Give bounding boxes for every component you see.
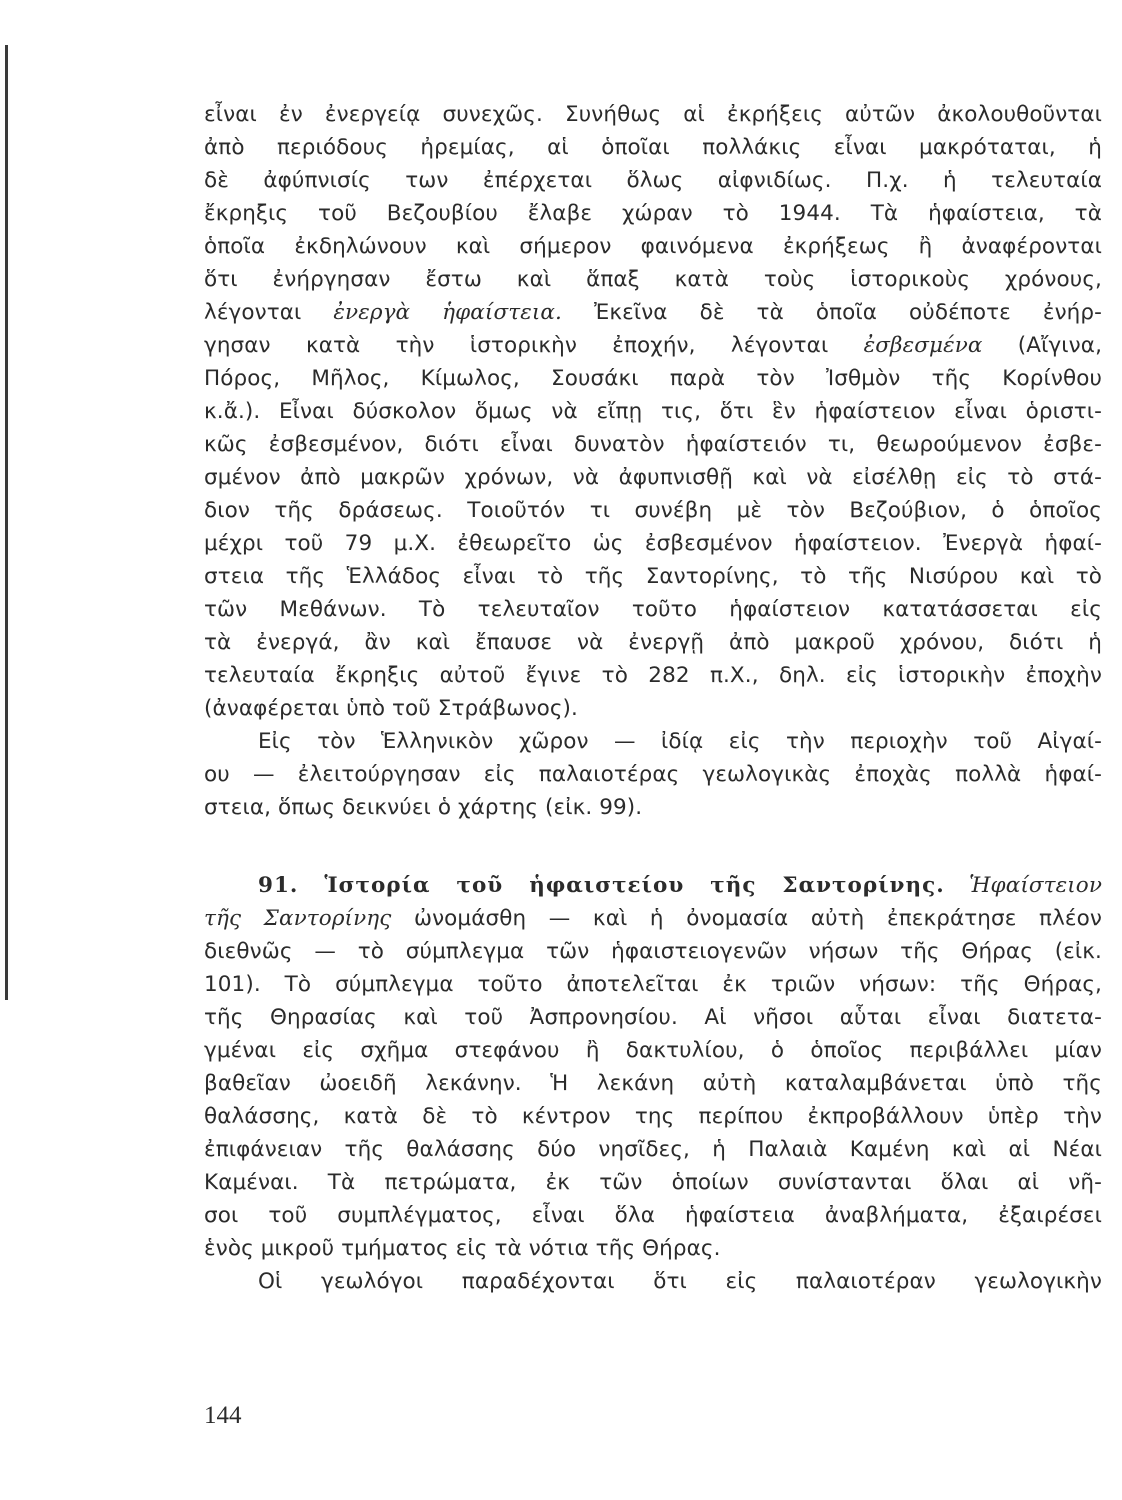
text-line: ὁποῖα ἐκδηλώνουν καὶ σήμερον φαινόμενα ἐκρήξεως ἢ ἀναφέρονται bbox=[204, 234, 1102, 259]
text-line bbox=[204, 869, 1102, 902]
text-line: (ἀναφέρεται ὑπὸ τοῦ Στράβωνος). bbox=[204, 696, 578, 721]
text-line bbox=[204, 902, 1102, 935]
italic-term: Ἡφαίστειον bbox=[969, 873, 1102, 898]
text-line bbox=[204, 296, 1102, 329]
text-line: εἶναι ἐν ἐνεργείᾳ συνεχῶς. Συνήθως αἱ ἐκρήξεις αὐτῶν ἀκολουθοῦνται bbox=[204, 102, 1102, 127]
section-heading: 91. Ἱστορία τοῦ ἡφαιστείου τῆς Σαντορίνης. bbox=[258, 873, 945, 898]
text-line: ἔκρηξις τοῦ Βεζουβίου ἔλαβε χώραν τὸ 1944. Τὰ ἡφαίστεια, τὰ bbox=[204, 201, 1102, 226]
text-run: γησαν κατὰ τὴν ἱστορικὴν ἐποχήν, λέγονται bbox=[204, 333, 864, 358]
page-number: 144 bbox=[204, 1402, 242, 1429]
text-line: τελευταία ἔκρηξις αὐτοῦ ἔγινε τὸ 282 π.Χ., δηλ. εἰς ἱστορικὴν ἐποχὴν bbox=[204, 663, 1102, 688]
text-line: ου — ἐλειτούργησαν εἰς παλαιοτέρας γεωλογικὰς ἐποχὰς πολλὰ ἡφαί- bbox=[204, 762, 1102, 787]
text-line: τὰ ἐνεργά, ἂν καὶ ἔπαυσε νὰ ἐνεργῇ ἀπὸ μακροῦ χρόνου, διότι ἡ bbox=[204, 630, 1102, 655]
section-gap bbox=[204, 824, 1102, 869]
text-line: τῆς Θηρασίας καὶ τοῦ Ἀσπρονησίου. Αἱ νῆσοι αὗται εἶναι διατετα- bbox=[204, 1005, 1102, 1030]
page-body bbox=[204, 98, 1102, 1298]
text-line: ὅτι ἐνήργησαν ἔστω καὶ ἅπαξ κατὰ τοὺς ἱστορικοὺς χρόνους, bbox=[204, 267, 1102, 292]
italic-term: ἐσβεσμένα bbox=[863, 333, 983, 358]
text-line: γμέναι εἰς σχῆμα στεφάνου ἢ δακτυλίου, ὁ ὁποῖος περιβάλλει μίαν bbox=[204, 1038, 1102, 1063]
text-line: κ.ἄ.). Εἶναι δύσκολον ὅμως νὰ εἴπῃ τις, ὅτι ἓν ἡφαίστειον εἶναι ὁριστι- bbox=[204, 399, 1102, 424]
text-line: Οἱ γεωλόγοι παραδέχονται ὅτι εἰς παλαιοτέραν γεωλογικὴν bbox=[258, 1269, 1102, 1294]
text-line: Πόρος, Μῆλος, Κίμωλος, Σουσάκι παρὰ τὸν Ἰσθμὸν τῆς Κορίνθου bbox=[204, 366, 1102, 391]
text-line bbox=[204, 329, 1102, 362]
text-line: θαλάσσης, κατὰ δὲ τὸ κέντρον της περίπου ἐκπροβάλλουν ὑπὲρ τὴν bbox=[204, 1104, 1102, 1129]
text-run: Ἐκεῖνα δὲ τὰ ὁποῖα οὐδέποτε ἐνήρ- bbox=[561, 300, 1103, 325]
italic-term: τῆς Σαντορίνης bbox=[204, 906, 392, 931]
text-line: Εἰς τὸν Ἑλληνικὸν χῶρον — ἰδίᾳ εἰς τὴν περιοχὴν τοῦ Αἰγαί- bbox=[258, 729, 1102, 754]
text-line: μέχρι τοῦ 79 μ.Χ. ἐθεωρεῖτο ὡς ἐσβεσμένον ἡφαίστειον. Ἐνεργὰ ἡφαί- bbox=[204, 531, 1102, 556]
text-run: (Αἴγινα, bbox=[982, 333, 1102, 358]
text-line: κῶς ἐσβεσμένον, διότι εἶναι δυνατὸν ἡφαίστειόν τι, θεωρούμενον ἐσβε- bbox=[204, 432, 1102, 457]
text-line: 101). Τὸ σύμπλεγμα τοῦτο ἀποτελεῖται ἐκ τριῶν νήσων: τῆς Θήρας, bbox=[204, 972, 1102, 997]
text-line: διον τῆς δράσεως. Τοιοῦτόν τι συνέβη μὲ τὸν Βεζούβιον, ὁ ὁποῖος bbox=[204, 498, 1102, 523]
text-run: ὠνομάσθη — καὶ ἡ ὀνομασία αὐτὴ ἐπεκράτησε πλέον bbox=[391, 906, 1102, 931]
text-run: λέγονται bbox=[204, 300, 334, 325]
book-spine-edge bbox=[5, 45, 8, 1000]
text-line: ἑνὸς μικροῦ τμήματος εἰς τὰ νότια τῆς Θήρας. bbox=[204, 1236, 721, 1261]
text-line: δὲ ἀφύπνισίς των ἐπέρχεται ὅλως αἰφνιδίως. Π.χ. ἡ τελευταία bbox=[204, 168, 1102, 193]
text-line: σοι τοῦ συμπλέγματος, εἶναι ὅλα ἡφαίστεια ἀναβλήματα, ἐξαιρέσει bbox=[204, 1203, 1102, 1228]
text-line: ἐπιφάνειαν τῆς θαλάσσης δύο νησῖδες, ἡ Παλαιὰ Καμένη καὶ αἱ Νέαι bbox=[204, 1137, 1102, 1162]
text-line: στεια, ὅπως δεικνύει ὁ χάρτης (εἰκ. 99). bbox=[204, 795, 643, 820]
text-line: Καμέναι. Τὰ πετρώματα, ἐκ τῶν ὁποίων συνίστανται ὅλαι αἱ νῆ- bbox=[204, 1170, 1102, 1195]
text-line: ἀπὸ περιόδους ἠρεμίας, αἱ ὁποῖαι πολλάκις εἶναι μακρόταται, ἡ bbox=[204, 135, 1102, 160]
text-line: στεια τῆς Ἑλλάδος εἶναι τὸ τῆς Σαντορίνης, τὸ τῆς Νισύρου καὶ τὸ bbox=[204, 564, 1102, 589]
text-line: σμένον ἀπὸ μακρῶν χρόνων, νὰ ἀφυπνισθῇ καὶ νὰ εἰσέλθῃ εἰς τὸ στά- bbox=[204, 465, 1102, 490]
italic-term: ἐνεργὰ ἡφαίστεια. bbox=[333, 300, 562, 325]
text-line: βαθεῖαν ὠοειδῆ λεκάνην. Ἡ λεκάνη αὐτὴ καταλαμβάνεται ὑπὸ τῆς bbox=[204, 1071, 1102, 1096]
text-line: διεθνῶς — τὸ σύμπλεγμα τῶν ἡφαιστειογενῶν νήσων τῆς Θήρας (εἰκ. bbox=[204, 939, 1102, 964]
text-line: τῶν Μεθάνων. Τὸ τελευταῖον τοῦτο ἡφαίστειον κατατάσσεται εἰς bbox=[204, 597, 1102, 622]
